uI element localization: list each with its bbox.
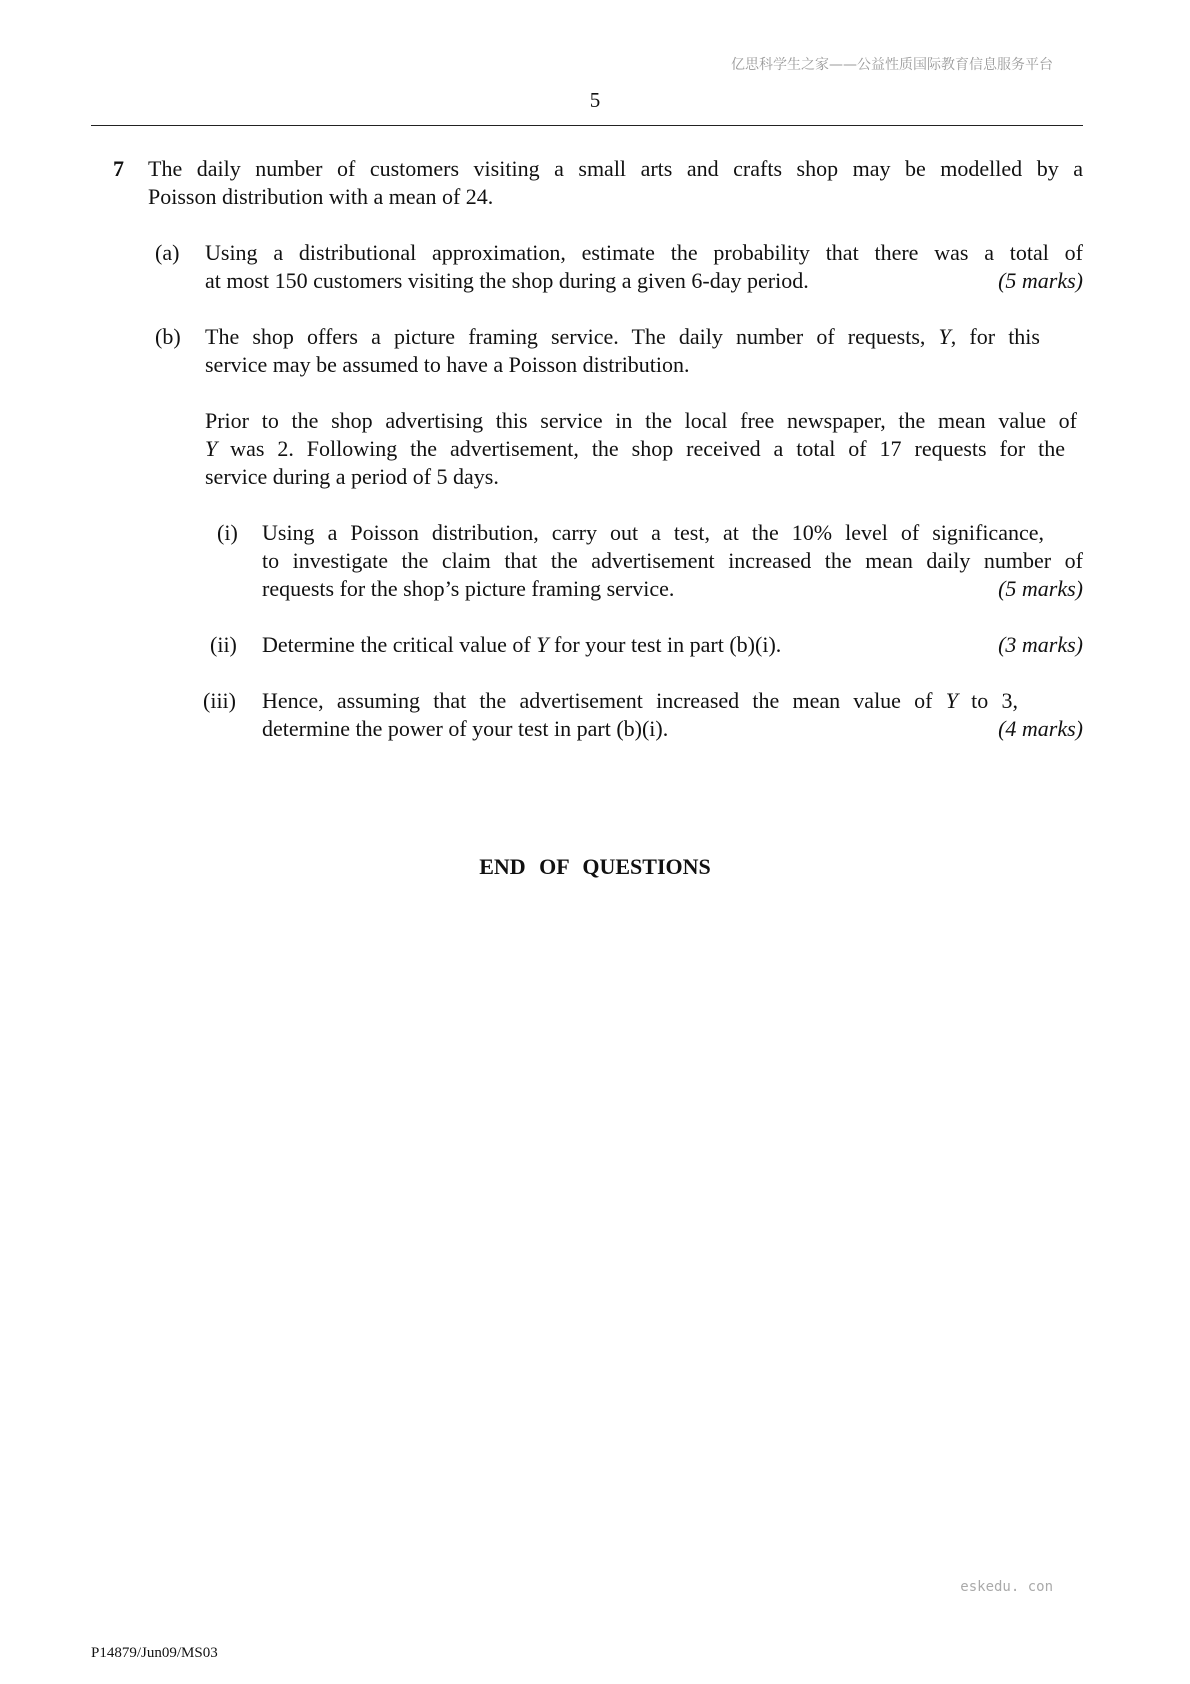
sub-i-marks: (5 marks) bbox=[998, 576, 1083, 601]
sub-i-line-3: requests for the shop’s picture framing service. bbox=[262, 576, 675, 601]
sub-i-line-1: Using a Poisson distribution, carry out a test, at the 10% level of significance, bbox=[262, 520, 1044, 545]
sub-iii-marks: (4 marks) bbox=[998, 716, 1083, 741]
part-a-label: (a) bbox=[155, 240, 180, 265]
part-b-context-line-1: Prior to the shop advertising this service in the local free newspaper, the mean value of bbox=[205, 408, 1077, 433]
end-of-questions: END OF QUESTIONS bbox=[479, 854, 711, 879]
part-b-line-1: The shop offers a picture framing service. The daily number of requests, Y, for this bbox=[205, 324, 1040, 349]
sub-iii-label: (iii) bbox=[203, 688, 236, 713]
part-a-line-1: Using a distributional approximation, estimate the probability that there was a total of bbox=[205, 240, 1083, 265]
part-b-label: (b) bbox=[155, 324, 181, 349]
question-intro-line-1: The daily number of customers visiting a small arts and crafts shop may be modelled by a bbox=[148, 156, 1083, 181]
sub-i-label: (i) bbox=[217, 520, 238, 545]
sub-iii-line-2: determine the power of your test in part (b)(i). bbox=[262, 716, 669, 741]
page-number: 5 bbox=[589, 88, 601, 112]
footer-code: P14879/Jun09/MS03 bbox=[91, 1645, 218, 1661]
question-number: 7 bbox=[113, 156, 124, 181]
header-rule bbox=[91, 125, 1083, 126]
part-b-context-line-2: Y was 2. Following the advertisement, the shop received a total of 17 requests for the bbox=[205, 436, 1065, 461]
part-b-line-2: service may be assumed to have a Poisson distribution. bbox=[205, 352, 690, 377]
sub-ii-label: (ii) bbox=[210, 632, 237, 657]
sub-i-line-2: to investigate the claim that the advertisement increased the mean daily number of bbox=[262, 548, 1083, 573]
footer-watermark: eskedu. con bbox=[960, 1579, 1053, 1595]
part-a-line-2: at most 150 customers visiting the shop during a given 6-day period. bbox=[205, 268, 809, 293]
sub-iii-line-1: Hence, assuming that the advertisement increased the mean value of Y to 3, bbox=[262, 688, 1018, 713]
part-a-marks: (5 marks) bbox=[998, 268, 1083, 293]
part-b-context-line-3: service during a period of 5 days. bbox=[205, 464, 499, 489]
question-intro-line-2: Poisson distribution with a mean of 24. bbox=[148, 184, 494, 209]
sub-ii-marks: (3 marks) bbox=[998, 632, 1083, 657]
header-watermark: 亿思科学生之家——公益性质国际教育信息服务平台 bbox=[731, 57, 1053, 73]
sub-ii-line-1: Determine the critical value of Y for your test in part (b)(i). bbox=[262, 632, 782, 657]
